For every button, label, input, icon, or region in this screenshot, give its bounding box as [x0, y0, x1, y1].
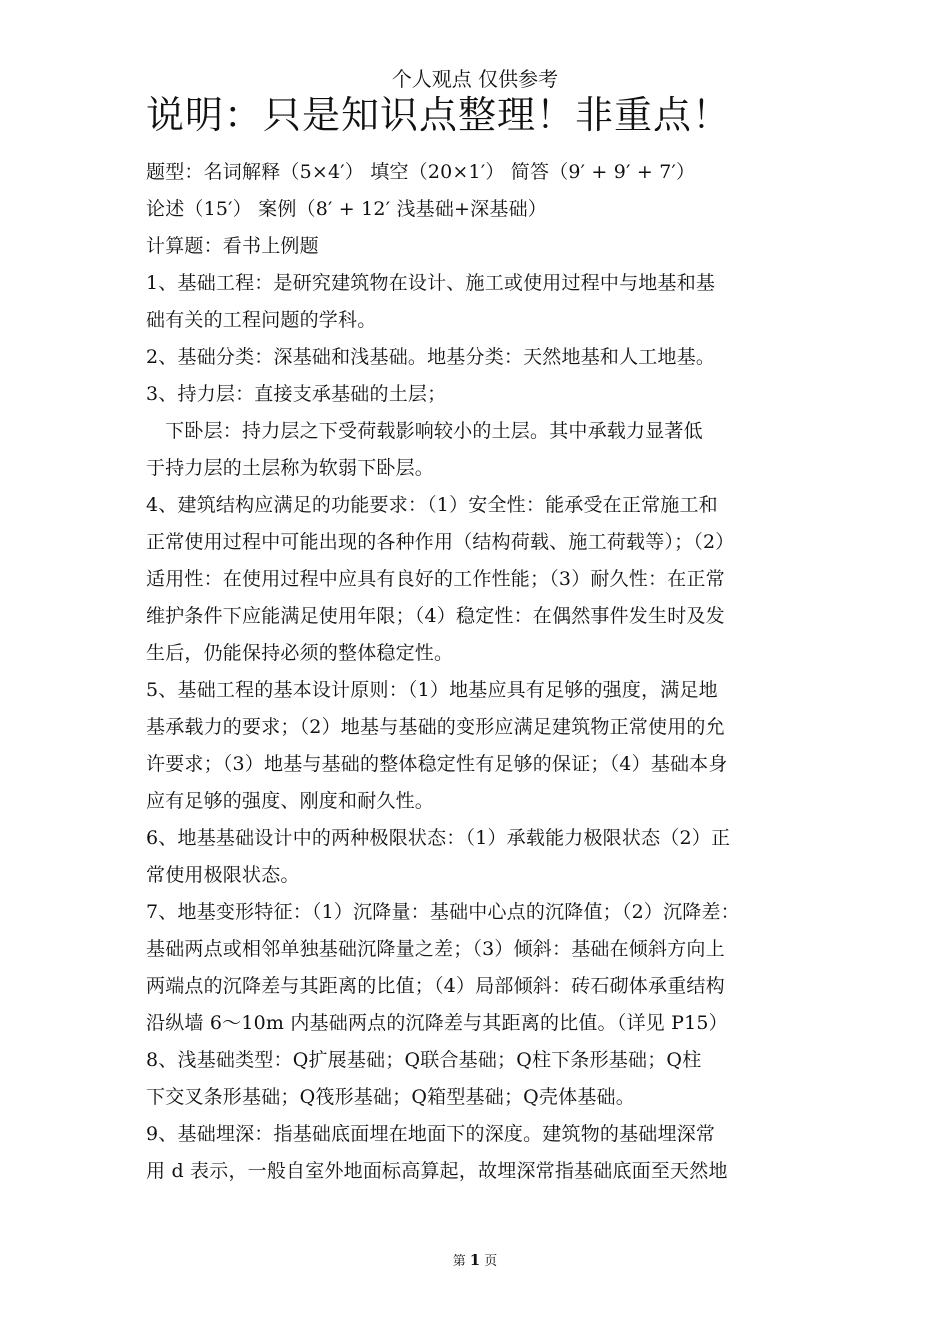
page-label-suffix: 页 [484, 1254, 498, 1269]
text-line: 适用性：在使用过程中应具有良好的工作性能；（3）耐久性：在正常 [146, 568, 725, 590]
text-line: 1、基础工程：是研究建筑物在设计、施工或使用过程中与地基和基 [146, 272, 716, 294]
document-body [146, 154, 811, 1190]
text-line: 基础两点或相邻单独基础沉降量之差；（3）倾斜：基础在倾斜方向上 [146, 938, 725, 960]
page-title: 说明：只是知识点整理！非重点！ [146, 93, 732, 137]
page-label-prefix: 第 [452, 1254, 466, 1269]
text-line: 计算题：看书上例题 [146, 235, 319, 257]
text-line: 于持力层的土层称为软弱下卧层。 [146, 457, 435, 479]
text-line: 两端点的沉降差与其距离的比值；（4）局部倾斜：砖石砌体承重结构 [146, 975, 725, 997]
text-line: 用 d 表示，一般自室外地面标高算起，故埋深常指基础底面至天然地 [146, 1160, 728, 1182]
text-line: 9、基础埋深：指基础底面埋在地面下的深度。建筑物的基础埋深常 [146, 1123, 716, 1145]
text-line: 维护条件下应能满足使用年限；（4）稳定性：在偶然事件发生时及发 [146, 605, 725, 627]
text-line: 正常使用过程中可能出现的各种作用（结构荷载、施工荷载等）；（2） [146, 531, 735, 553]
text-line: 基承载力的要求；（2）地基与基础的变形应满足建筑物正常使用的允 [146, 716, 725, 738]
text-line: 生后，仍能保持必须的整体稳定性。 [146, 642, 454, 664]
text-line: 论述（15′） 案例（8′ + 12′ 浅基础+深基础） [146, 198, 547, 220]
text-line: 础有关的工程问题的学科。 [146, 309, 377, 331]
text-line: 6、地基基础设计中的两种极限状态：（1）承载能力极限状态（2）正 [146, 827, 731, 849]
text-line: 应有足够的强度、刚度和耐久性。 [146, 790, 435, 812]
page-footer [0, 1250, 950, 1272]
text-line: 下卧层：持力层之下受荷载影响较小的土层。其中承载力显著低 [146, 420, 703, 442]
text-line: 下交叉条形基础；Q筏形基础；Q箱型基础；Q壳体基础。 [146, 1086, 635, 1108]
text-line: 沿纵墙 6～10m 内基础两点的沉降差与其距离的比值。（详见 P15） [146, 1012, 728, 1034]
text-line: 5、基础工程的基本设计原则：（1）地基应具有足够的强度，满足地 [146, 679, 718, 701]
text-line: 题型：名词解释（5×4′） 填空（20×1′） 简答（9′ + 9′ + 7′） [146, 161, 696, 183]
text-line: 7、地基变形特征：（1）沉降量：基础中心点的沉降值；（2）沉降差： [146, 901, 740, 923]
text-line: 8、浅基础类型：Q扩展基础；Q联合基础；Q柱下条形基础；Q柱 [146, 1049, 702, 1071]
text-line: 3、持力层：直接支承基础的土层； [146, 383, 447, 405]
page-header: 个人观点 仅供参考 [391, 67, 559, 91]
text-line: 常使用极限状态。 [146, 864, 300, 886]
page-number: 1 [469, 1251, 481, 1269]
text-line: 许要求；（3）地基与基础的整体稳定性有足够的保证；（4）基础本身 [146, 753, 728, 775]
text-line: 4、建筑结构应满足的功能要求：（1）安全性：能承受在正常施工和 [146, 494, 718, 516]
text-line: 2、基础分类：深基础和浅基础。地基分类：天然地基和人工地基。 [146, 346, 716, 368]
